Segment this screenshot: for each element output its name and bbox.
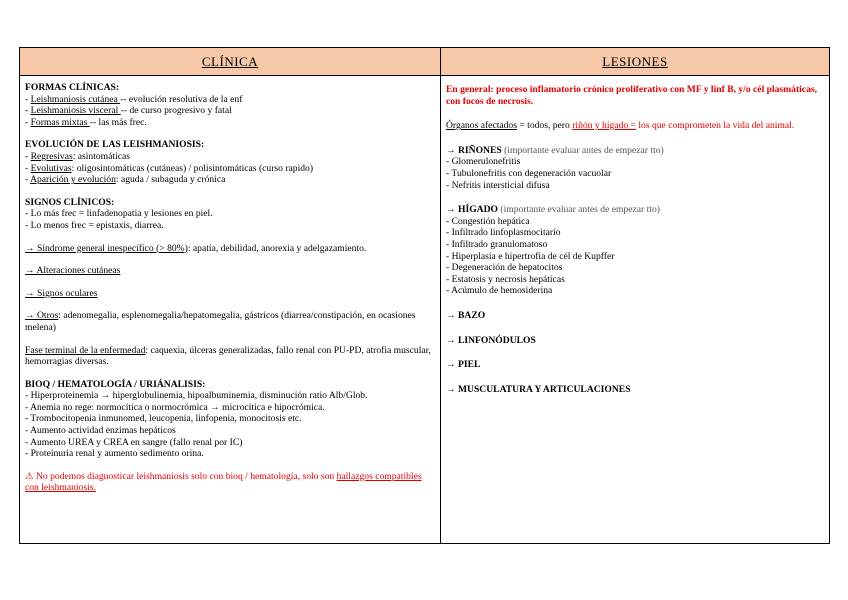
header-clinica-label: CLÍNICA	[201, 54, 259, 69]
rinones-title: → RIÑONES	[446, 144, 502, 156]
higado-title: → HÍGADO	[446, 204, 498, 216]
organos-line: Órganos afectados = todos, pero riñón y hígado = los que comprometen la vida del animal.	[446, 120, 795, 132]
piel-heading: → PIEL	[446, 359, 481, 371]
list-item: - Aumento actividad enzimas hepáticos	[25, 425, 176, 437]
list-item: - Infiltrado linfoplasmocitario	[446, 227, 561, 239]
list-item: - Nefritis intersticial difusa	[446, 179, 550, 191]
general-note: En general: proceso inflamatorio crónico proliferativo con MF y linf B, y/o cél plasmáticas, con focos de necrosis.	[446, 84, 817, 107]
summary-table	[19, 47, 830, 544]
list-item: - Regresivas: asintomáticas	[25, 150, 130, 162]
sindrome-line: → Síndrome general inespecífico (> 80%): apatía, debilidad, anorexia y adelgazamiento.	[25, 242, 367, 254]
linfonodulos-heading: → LINFONÓDULOS	[446, 334, 536, 346]
signos-section	[25, 197, 436, 232]
list-item: - Acúmulo de hemosiderina	[446, 285, 553, 297]
list-item: - Hiperproteinemia → hiperglobulinemia, hipoalbuminemia, disminución ratio Alb/Glob.	[25, 390, 368, 402]
list-item: - Aparición y evolución: aguda / subaguda y crónica	[25, 174, 226, 186]
list-item: - Leishmaniosis visceral -- de curso progresivo y fatal	[25, 105, 232, 117]
list-item: - Aumento UREA y CREA en sangre (fallo renal por IC)	[25, 436, 243, 448]
rinones-section: → RIÑONES (importante evaluar antes de empezar tto) - Glomerulonefritis - Tubulonefritis con degeneración vacuolar - Nefritis intersticial difusa	[446, 145, 823, 191]
list-item: - Lo más frec = linfadenopatia y lesiones en piel.	[25, 208, 213, 220]
bioq-section	[25, 379, 436, 460]
musculatura-heading: → MUSCULATURA Y ARTICULACIONES	[446, 383, 631, 395]
fase-terminal-line: Fase terminal de la enfermedad: caquexia, úlceras generalizadas, fallo renal con PU-PD, atrofia muscular, hemorragias diversas.	[25, 344, 431, 368]
list-item: - Degeneración de hepatocitos	[446, 262, 563, 274]
list-item: - Anemia no rege: normocítica o normocrómica → microcítica e hipocrómica.	[25, 401, 325, 413]
oculares-line: → Signos oculares	[25, 287, 98, 299]
list-item: - Evolutivas: oligosintomáticas (cutáneas) / polisintomáticas (curso rapido)	[25, 162, 314, 174]
list-item: - Proteinuria renal y aumento sedimento orina.	[25, 448, 204, 460]
evolucion-section	[25, 139, 436, 185]
list-item: - Hiperplasia e hipertrofia de cél de Kupffer	[446, 250, 615, 262]
list-item: - Formas mixtas -- las más frec.	[25, 116, 147, 128]
list-item: - Glomerulonefritis	[446, 156, 521, 168]
clinica-cell	[20, 76, 441, 544]
formas-clinicas-section	[25, 82, 436, 128]
bioq-title: BIOQ / HEMATOLOGÍA / URIÁNALISIS:	[25, 378, 206, 390]
bazo-heading: → BAZO	[446, 309, 486, 321]
warning-note: ⚠ No podemos diagnosticar leishmaniosis solo con bioq / hematología, solo son hallazgos compatibles con leishmaniosis.	[25, 470, 422, 494]
list-item: - Congestión hepática	[446, 215, 530, 227]
formas-title: FORMAS CLÍNICAS:	[25, 82, 120, 93]
header-clinica	[20, 48, 441, 76]
header-lesiones	[441, 48, 830, 76]
otros-line: → Otros: adenomegalia, esplenomegalia/hepatomegalia, gástricos (diarrea/constipación, en ocasiones melena)	[25, 310, 416, 333]
signos-title: SIGNOS CLÍNICOS:	[25, 196, 115, 208]
list-item: - Tubulonefritis con degeneración vacuolar	[446, 167, 612, 179]
header-lesiones-label: LESIONES	[602, 54, 668, 69]
alteraciones-line: → Alteraciones cutáneas	[25, 265, 121, 277]
list-item: - Lo menos frec = epistaxis, diarrea.	[25, 219, 164, 231]
list-item: - Trombocitopenia inmunomed, leucopenia, linfopenia, monocitosis etc.	[25, 413, 302, 425]
list-item: - Infiltrado granulomatoso	[446, 238, 548, 250]
list-item: - Leishmaniosis cutánea -- evolución resolutiva de la enf	[25, 93, 243, 105]
higado-section: → HÍGADO (importante evaluar antes de empezar tto) - Congestión hepática - Infiltrado linfoplasmocitario - Infiltrado granulomatoso - Hiperplasia e hipertrofia de cél de Kupffer - Degeneración de hepatocitos - Estatosis y necrosis hepáticas - Acúmulo de hemosiderina	[446, 204, 823, 297]
evolucion-title: EVOLUCIÓN DE LAS LEISHMANIOSIS:	[25, 139, 205, 151]
lesiones-cell	[441, 76, 830, 544]
list-item: - Estatosis y necrosis hepáticas	[446, 273, 565, 285]
